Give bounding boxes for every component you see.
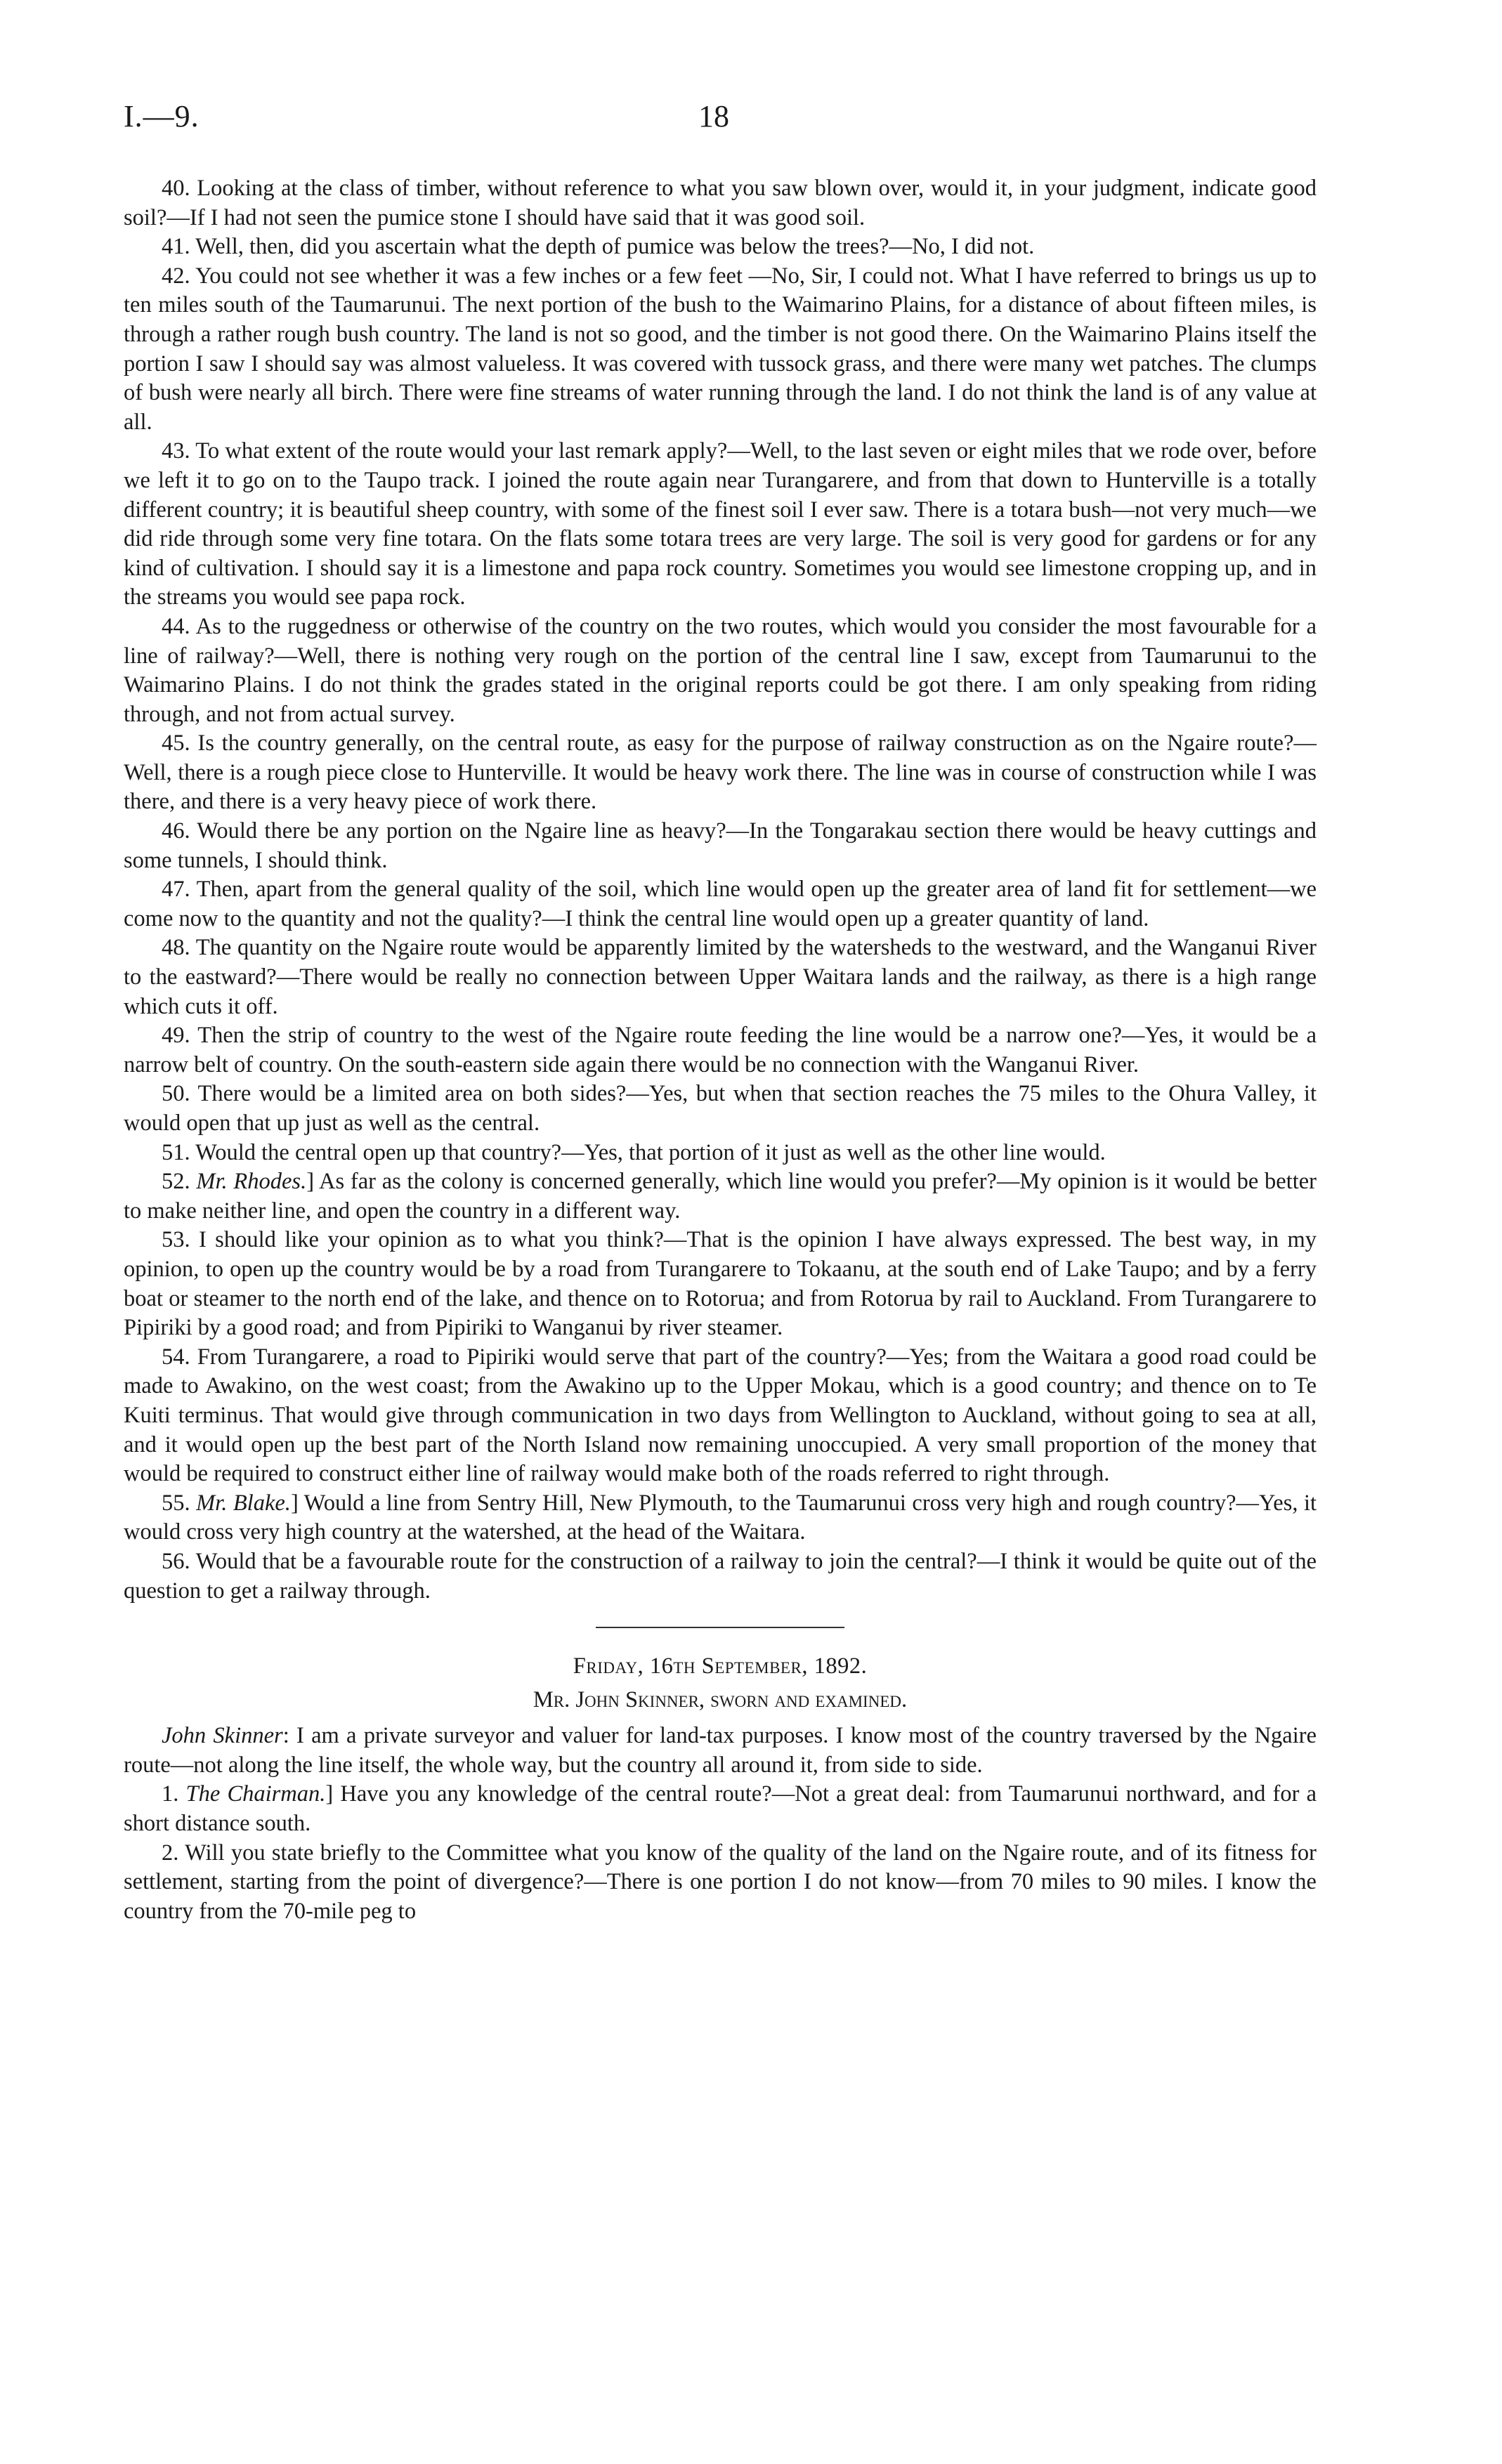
paragraph-q50: 50. There would be a limited area on both sides?—Yes, but when that section reaches the 75 miles to the Ohura Valley, it would open that up just as well as the central. — [124, 1081, 1317, 1136]
question-text: ] As far as the colony is concerned generally, which line would you prefer?—My opinion is it would be better to make neither line, and open the country in a different way. — [124, 1169, 1317, 1224]
speaker-name: John Skinner — [162, 1723, 283, 1749]
paragraph-q51: 51. Would the central open up that country?—Yes, that portion of it just as well as the other line would. — [162, 1139, 1106, 1165]
question-number: 1. — [162, 1781, 179, 1807]
paragraph-witness-intro — [124, 1722, 1317, 1780]
paragraph-q46: 46. Would there be any portion on the Ngaire line as heavy?—In the Tongarakau section there would be heavy cuttings and some tunnels, I should think. — [124, 818, 1317, 873]
paragraph-q49: 49. Then the strip of country to the west of the Ngaire route feeding the line would be a narrow one?—Yes, it would be a narrow belt of country. On the south-eastern side again there would be no connection with the Wanganui River. — [124, 1023, 1317, 1077]
question-number: 52. — [162, 1169, 190, 1195]
paragraph-q41: 41. Well, then, did you ascertain what the depth of pumice was below the trees?—No, I did not. — [162, 234, 1035, 260]
paragraph-q40: 40. Looking at the class of timber, without reference to what you saw blown over, would it, in your judgment, indicate good soil?—If I had not seen the pumice stone I should have said that it was good soil. — [124, 176, 1317, 230]
paragraph-q52 — [124, 1167, 1317, 1226]
speaker-name: The Chairman. — [185, 1781, 326, 1807]
question-number: 55. — [162, 1490, 190, 1516]
question-text: ] Have you any knowledge of the central route?—Not a great deal: from Taumarunui northward, and for a short distance south. — [124, 1781, 1317, 1837]
report-reference: I.—9. — [124, 99, 200, 133]
page-number: 18 — [698, 99, 729, 133]
paragraph-s2: 2. Will you state briefly to the Committee what you know of the quality of the land on the Ngaire route, and of its fitness for settlement, starting from the point of divergence?—There is one portion I do not know—from 70 miles to 90 miles. I know the country from the 70-mile peg to — [124, 1840, 1317, 1924]
paragraph-q42: 42. You could not see whether it was a few inches or a few feet —No, Sir, I could not. What I have referred to brings us up to ten miles south of the Taumarunui. The next portion of the bush to the Waimarino Plains, for a distance of about fifteen miles, is through a rather rough bush country. The land is not so good, and the timber is not good there. On the Waimarino Plains itself the portion I saw I should say was almost valueless. It was covered with tussock grass, and there were many wet patches. The clumps of bush were nearly all birch. There were fine streams of water running through the land. I do not think the land is of any value at all. — [124, 263, 1317, 435]
paragraph-q55 — [124, 1489, 1317, 1547]
paragraph-s1 — [124, 1780, 1317, 1838]
statement-text: : I am a private surveyor and valuer for land-tax purposes. I know most of the country traversed by the Ngaire route—not along the line itself, the whole way, but the country all around it, from side to side. — [124, 1723, 1317, 1778]
paragraph-q56: 56. Would that be a favourable route for the construction of a railway to join the central?—I think it would be quite out of the question to get a railway through. — [124, 1548, 1317, 1604]
paragraph-q45: 45. Is the country generally, on the central route, as easy for the purpose of railway construction as on the Ngaire route?—Well, there is a rough piece close to Hunterville. It would be heavy work there. The line was in course of construction while I was there, and there is a very heavy piece of work there. — [124, 730, 1317, 815]
paragraph-q53: 53. I should like your opinion as to what you think?—That is the opinion I have always expressed. The best way, in my opinion, to open up the country would be by a road from Turangarere to Tokaanu, at the south end of Lake Taupo; and by a ferry boat or steamer to the north end of the lake, and thence on to Rotorua; and from Rotorua by rail to Auckland. From Turangarere to Pipiriki by a good road; and from Pipiriki to Wanganui by river steamer. — [124, 1227, 1317, 1341]
section-divider — [596, 1627, 844, 1628]
paragraph-q44: 44. As to the ruggedness or otherwise of the country on the two routes, which would you consider the most favourable for a line of railway?—Well, there is nothing very rough on the portion of the central line I saw, except from Taumarunui to the Waimarino Plains. I do not think the grades stated in the original reports could be got there. I am only speaking from riding through, and not from actual survey. — [124, 613, 1317, 727]
paragraph-q54: 54. From Turangarere, a road to Pipiriki would serve that part of the country?—Yes; from the Waitara a good road could be made to Awakino, on the west coast; from the Awakino up to the Upper Mokau, which is a good country; and thence on to Te Kuiti terminus. That would give through communication in two days from Wellington to Auckland, without going to sea at all, and it would open up the best part of the North Island now remaining unoccupied. A very small proportion of the money that would be required to construct either line of railway would make both of the roads referred to right through. — [124, 1344, 1317, 1487]
question-text: ] Would a line from Sentry Hill, New Plymouth, to the Taumarunui cross very high and rough country?—Yes, it would cross very high country at the watershed, at the head of the Waitara. — [124, 1490, 1317, 1545]
paragraph-q48: 48. The quantity on the Ngaire route would be apparently limited by the watersheds to the westward, and the Wanganui River to the eastward?—There would be really no connection between Upper Waitara lands and the railway, as there is a high range which cuts it off. — [124, 935, 1317, 1019]
speaker-name: Mr. Rhodes. — [196, 1169, 307, 1195]
session-date: Friday, 16th September, 1892. — [573, 1653, 868, 1679]
paragraph-q47: 47. Then, apart from the general quality of the soil, which line would open up the greater area of land fit for settlement—we come now to the quantity and not the quality?—I think the central line would open up a greater quantity of land. — [124, 877, 1317, 931]
paragraph-q43: 43. To what extent of the route would your last remark apply?—Well, to the last seven or eight miles that we rode over, before we left it to go on to the Taupo track. I joined the route again near Turangarere, and from that down to Hunterville is a totally different country; it is beautiful sheep country, with some of the finest soil I ever saw. There is a totara bush—not very much—we did ride through some very fine totara. On the flats some totara trees are very large. The soil is very good for gardens or for any kind of cultivation. I should say it is a limestone and papa rock country. Sometimes you would see limestone cropping up, and in the streams you would see papa rock. — [124, 438, 1317, 610]
speaker-name: Mr. Blake. — [196, 1490, 291, 1516]
document-body — [124, 174, 1317, 1926]
witness-heading: Mr. John Skinner, sworn and examined. — [533, 1686, 908, 1712]
